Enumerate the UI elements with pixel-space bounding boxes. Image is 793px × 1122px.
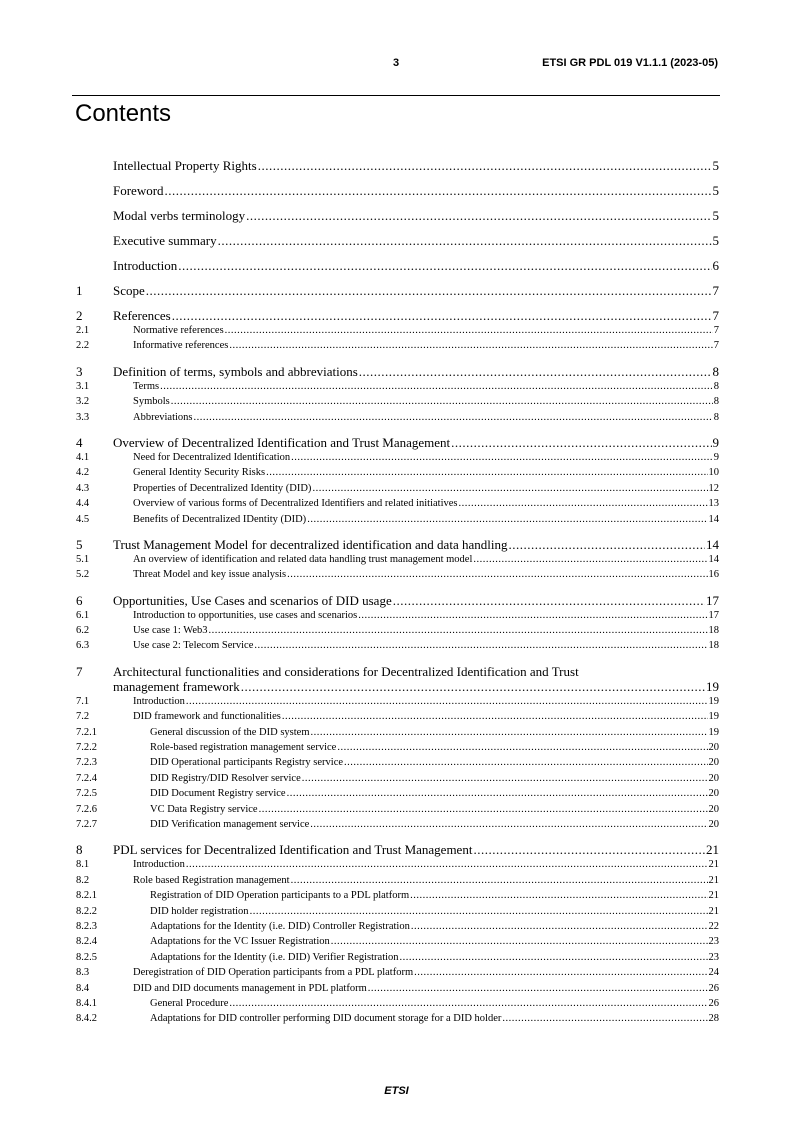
toc-entry-page: 14 — [708, 513, 719, 525]
toc-entry-page: 19 — [706, 678, 719, 694]
toc-entry-number: 8.4 — [76, 982, 90, 994]
toc-entry-title: Terms — [133, 380, 160, 392]
dot-leader — [307, 512, 707, 527]
toc-entry[interactable] — [76, 934, 719, 949]
dot-leader — [165, 183, 712, 198]
toc-entry-number: 7.2.1 — [76, 726, 97, 738]
toc-entry-title: PDL services for Decentralized Identification and Trust Management — [113, 842, 473, 858]
toc-entry-title: Introduction — [113, 258, 178, 273]
dot-leader — [178, 258, 711, 273]
toc-entry-page: 23 — [708, 936, 719, 948]
toc-entry-page: 20 — [708, 818, 719, 830]
dot-leader — [400, 950, 708, 965]
toc-entry-title: Symbols — [133, 396, 170, 408]
toc-entry-page: 22 — [708, 920, 719, 932]
dot-leader — [358, 608, 707, 623]
toc-entry[interactable] — [76, 873, 719, 888]
dot-leader — [508, 537, 705, 552]
toc-entry-page: 28 — [708, 1013, 719, 1025]
toc-entry-page: 6 — [712, 258, 719, 273]
toc-entry[interactable] — [76, 496, 719, 511]
toc-entry-page: 13 — [708, 498, 719, 510]
toc-entry[interactable] — [76, 709, 719, 724]
toc-entry-title: Benefits of Decentralized IDentity (DID) — [133, 513, 307, 525]
toc-entry-page: 9 — [713, 451, 719, 463]
toc-entry-page: 21 — [708, 890, 719, 902]
toc-entry-number: 7.2.3 — [76, 757, 97, 769]
toc-entry[interactable] — [76, 679, 719, 694]
page-number: 3 — [393, 57, 400, 69]
dot-leader — [266, 465, 707, 480]
toc-entry[interactable] — [76, 364, 719, 379]
toc-entry-page: 21 — [708, 905, 719, 917]
toc-entry-title: Scope — [113, 283, 145, 298]
toc-entry[interactable] — [76, 694, 719, 709]
toc-entry-number: 7.2 — [76, 711, 90, 723]
toc-entry-number: 8.1 — [76, 859, 90, 871]
toc-entry-page: 17 — [706, 592, 719, 608]
toc-entry-page: 8 — [713, 396, 719, 408]
header-rule — [72, 95, 720, 96]
dot-leader — [259, 802, 708, 817]
toc-entry-title: Role based Registration management — [133, 874, 290, 886]
toc-entry-title: management framework — [113, 678, 240, 694]
toc-entry-title: Need for Decentralized Identification — [133, 451, 291, 463]
dot-leader — [186, 857, 708, 872]
footer-etsi: ETSI — [384, 1085, 409, 1097]
toc-entry[interactable] — [76, 552, 719, 567]
dot-leader — [312, 481, 707, 496]
toc-entry-title: Adaptations for the VC Issuer Registration — [150, 936, 330, 948]
toc-entry-page: 20 — [708, 788, 719, 800]
toc-entry[interactable] — [76, 410, 719, 425]
toc-entry-title: Overview of Decentralized Identification and Trust Management — [113, 434, 451, 450]
toc-entry[interactable] — [76, 786, 719, 801]
toc-entry[interactable] — [76, 567, 719, 582]
toc-entry-number: 8.2.5 — [76, 951, 97, 963]
toc-entry-number: 4.3 — [76, 482, 90, 494]
toc-entry-title: DID Verification management service — [150, 818, 310, 830]
toc-entry-number: 4.4 — [76, 498, 90, 510]
toc-entry[interactable] — [76, 623, 719, 638]
toc-entry-title: General discussion of the DID system — [150, 726, 310, 738]
toc-entry-title: Introduction — [133, 859, 185, 871]
dot-leader — [287, 567, 707, 582]
toc-entry-page: 7 — [713, 325, 719, 336]
toc-entry[interactable] — [76, 664, 719, 679]
dot-leader — [171, 394, 713, 409]
toc-entry[interactable] — [76, 638, 719, 653]
toc-entry-number: 4.1 — [76, 451, 90, 463]
toc-entry-title: An overview of identification and related data handling trust management model — [133, 553, 473, 565]
toc-entry[interactable] — [76, 888, 719, 903]
toc-entry[interactable] — [76, 258, 719, 273]
toc-entry[interactable] — [76, 842, 719, 857]
toc-entry[interactable] — [76, 996, 719, 1011]
toc-entry-number: 8.2.1 — [76, 890, 97, 902]
toc-entry[interactable] — [76, 981, 719, 996]
toc-entry-number: 6.3 — [76, 640, 90, 652]
toc-entry-number: 7.1 — [76, 695, 90, 707]
toc-entry-number: 7.2.7 — [76, 818, 97, 830]
toc-entry-title: General Identity Security Risks — [133, 467, 266, 479]
toc-entry[interactable] — [76, 1011, 719, 1026]
toc-entry[interactable] — [76, 904, 719, 919]
toc-entry[interactable] — [76, 771, 719, 786]
toc-entry-title: Registration of DID Operation participants to a PDL platform — [150, 890, 410, 902]
dot-leader — [146, 283, 712, 298]
toc-entry-title: Use case 1: Web3 — [133, 625, 208, 637]
toc-entry-page: 18 — [708, 640, 719, 652]
dot-leader — [291, 450, 713, 465]
dot-leader — [225, 323, 713, 338]
toc-entry-title: DID Operational participants Registry service — [150, 757, 344, 769]
toc-entry-page: 19 — [708, 711, 719, 723]
toc-entry-page: 16 — [708, 569, 719, 581]
toc-entry-title: References — [113, 308, 171, 323]
toc-entry-title: Adaptations for DID controller performing DID document storage for a DID holder — [150, 1013, 502, 1025]
dot-leader — [451, 435, 711, 450]
toc-entry-title: General Procedure — [150, 997, 229, 1009]
toc-entry-number: 7.2.2 — [76, 742, 97, 754]
dot-leader — [414, 965, 707, 980]
toc-entry[interactable] — [76, 593, 719, 608]
dot-leader — [368, 981, 708, 996]
dot-leader — [287, 786, 708, 801]
toc-entry-title: Threat Model and key issue analysis — [133, 569, 287, 581]
toc-entry[interactable] — [76, 183, 719, 198]
dot-leader — [229, 338, 712, 353]
toc-entry[interactable] — [76, 233, 719, 248]
toc-entry-number: 8.2.4 — [76, 936, 97, 948]
toc-entry-number: 3.1 — [76, 380, 90, 392]
toc-entry[interactable] — [76, 537, 719, 552]
toc-entry-number: 4.2 — [76, 467, 90, 479]
toc-entry-number: 5 — [76, 536, 83, 552]
toc-entry-title: Definition of terms, symbols and abbreviations — [113, 363, 358, 379]
toc-entry-page: 8 — [713, 380, 719, 392]
toc-entry-number: 3 — [76, 363, 83, 379]
toc-entry-number: 6 — [76, 592, 83, 608]
toc-entry[interactable] — [76, 802, 719, 817]
toc-entry-title: DID holder registration — [150, 905, 249, 917]
toc-entry[interactable] — [76, 323, 719, 338]
toc-entry-title: Intellectual Property Rights — [113, 158, 257, 173]
dot-leader — [310, 817, 707, 832]
toc-entry[interactable] — [76, 208, 719, 223]
toc-entry-number: 8.2 — [76, 874, 90, 886]
toc-entry-title: Overview of various forms of Decentralized Identifiers and related initiatives — [133, 498, 458, 510]
toc-entry-title: Role-based registration management service — [150, 742, 337, 754]
toc-entry-page: 21 — [708, 874, 719, 886]
toc-entry-title: Introduction to opportunities, use cases and scenarios — [133, 609, 358, 621]
toc-entry-title: Informative references — [133, 340, 229, 352]
dot-leader — [359, 364, 712, 379]
toc-entry-page: 14 — [706, 536, 719, 552]
toc-entry[interactable] — [76, 857, 719, 872]
toc-entry-number: 7.2.4 — [76, 772, 97, 784]
toc-entry-page: 20 — [708, 803, 719, 815]
toc-entry[interactable] — [76, 394, 719, 409]
toc-entry-page: 20 — [708, 772, 719, 784]
toc-entry-number: 5.2 — [76, 569, 90, 581]
dot-leader — [258, 158, 712, 173]
toc-entry-page: 8 — [713, 411, 719, 423]
toc-entry-title: Adaptations for the Identity (i.e. DID) Controller Registration — [150, 920, 410, 932]
toc-entry[interactable] — [76, 158, 719, 173]
dot-leader — [459, 496, 708, 511]
toc-entry-page: 26 — [708, 997, 719, 1009]
dot-leader — [502, 1011, 707, 1026]
dot-leader — [208, 623, 707, 638]
toc-entry[interactable] — [76, 950, 719, 965]
toc-entry-page: 5 — [712, 233, 719, 248]
dot-leader — [254, 638, 707, 653]
toc-entry-number: 1 — [76, 283, 83, 298]
toc-entry-page: 21 — [708, 859, 719, 871]
dot-leader — [302, 771, 708, 786]
toc-entry-title: DID and DID documents management in PDL platform — [133, 982, 367, 994]
document-id: ETSI GR PDL 019 V1.1.1 (2023-05) — [542, 57, 718, 69]
dot-leader — [218, 233, 712, 248]
toc-entry[interactable] — [76, 435, 719, 450]
toc-entry-title: Executive summary — [113, 233, 217, 248]
toc-entry-page: 14 — [708, 553, 719, 565]
toc-entry-title: DID Registry/DID Resolver service — [150, 772, 301, 784]
toc-entry[interactable] — [76, 450, 719, 465]
toc-entry[interactable] — [76, 817, 719, 832]
toc-entry-page: 8 — [712, 363, 719, 379]
dot-leader — [194, 410, 713, 425]
dot-leader — [250, 904, 708, 919]
toc-entry-title: Deregistration of DID Operation participants from a PDL platform — [133, 967, 414, 979]
toc-entry[interactable] — [76, 512, 719, 527]
toc-entry-title: Trust Management Model for decentralized identification and data handling — [113, 536, 508, 552]
dot-leader — [229, 996, 707, 1011]
toc-entry-title: DID Document Registry service — [150, 788, 286, 800]
toc-entry-number: 7 — [76, 663, 83, 679]
dot-leader — [473, 552, 707, 567]
toc-entry[interactable] — [76, 481, 719, 496]
toc-entry-number: 2.1 — [76, 325, 90, 336]
toc-entry-title: Foreword — [113, 183, 164, 198]
toc-entry-page: 17 — [708, 609, 719, 621]
dot-leader — [337, 740, 707, 755]
dot-leader — [393, 593, 705, 608]
toc-entry-page: 5 — [712, 183, 719, 198]
toc-entry-title: Use case 2: Telecom Service — [133, 640, 254, 652]
toc-entry[interactable] — [76, 740, 719, 755]
toc-entry-title: Normative references — [133, 325, 224, 336]
toc-entry-title: VC Data Registry service — [150, 803, 258, 815]
toc-entry[interactable] — [76, 283, 719, 298]
dot-leader — [241, 679, 705, 694]
toc-entry-number: 8 — [76, 842, 83, 858]
page-title: Contents — [75, 100, 172, 127]
dot-leader — [172, 308, 712, 323]
toc-entry-page: 19 — [708, 726, 719, 738]
toc-entry-number: 6.1 — [76, 609, 90, 621]
toc-entry[interactable] — [76, 919, 719, 934]
toc-entry[interactable] — [76, 965, 719, 980]
toc-entry-number: 7.2.6 — [76, 803, 97, 815]
dot-leader — [282, 709, 708, 724]
toc-entry[interactable] — [76, 725, 719, 740]
toc-entry-page: 20 — [708, 742, 719, 754]
toc-entry-page: 7 — [712, 308, 719, 323]
toc-entry-number: 5.1 — [76, 553, 90, 565]
toc-entry-number: 4.5 — [76, 513, 90, 525]
toc-entry[interactable] — [76, 308, 719, 323]
toc-entry-page: 9 — [712, 434, 719, 450]
toc-entry-title: Properties of Decentralized Identity (DID) — [133, 482, 312, 494]
toc-entry-title: Adaptations for the Identity (i.e. DID) Verifier Registration — [150, 951, 399, 963]
toc-entry-page: 23 — [708, 951, 719, 963]
toc-entry-page: 18 — [708, 625, 719, 637]
dot-leader — [331, 934, 708, 949]
dot-leader — [344, 755, 707, 770]
toc-entry-title: Abbreviations — [133, 411, 193, 423]
toc-entry[interactable] — [76, 338, 719, 353]
toc-entry-number: 2.2 — [76, 340, 90, 352]
toc-entry-page: 10 — [708, 467, 719, 479]
toc-entry-page: 19 — [708, 695, 719, 707]
toc-entry-number: 7.2.5 — [76, 788, 97, 800]
toc-entry-title: Architectural functionalities and considerations for Decentralized Identification and Trust — [113, 663, 579, 679]
toc-entry-number: 8.2.3 — [76, 920, 97, 932]
dot-leader — [246, 208, 711, 223]
toc-entry-title: DID framework and functionalities — [133, 711, 281, 723]
toc-entry-title: Opportunities, Use Cases and scenarios of DID usage — [113, 592, 392, 608]
toc-entry-page: 5 — [712, 158, 719, 173]
toc-entry-title: Introduction — [133, 695, 185, 707]
table-of-contents — [76, 148, 719, 1027]
dot-leader — [160, 379, 713, 394]
toc-entry-page: 21 — [706, 842, 719, 858]
toc-entry[interactable] — [76, 379, 719, 394]
toc-entry-page: 24 — [708, 967, 719, 979]
toc-entry-number: 3.3 — [76, 411, 90, 423]
dot-leader — [411, 919, 708, 934]
toc-entry-number: 8.3 — [76, 967, 90, 979]
toc-entry-number: 2 — [76, 308, 83, 323]
toc-entry-page: 7 — [713, 340, 719, 352]
toc-entry-number: 6.2 — [76, 625, 90, 637]
toc-entry-page: 20 — [708, 757, 719, 769]
toc-entry-title: Modal verbs terminology — [113, 208, 246, 223]
dot-leader — [473, 842, 705, 857]
dot-leader — [410, 888, 707, 903]
toc-entry-page: 12 — [708, 482, 719, 494]
toc-entry-number: 8.2.2 — [76, 905, 97, 917]
toc-entry-page: 5 — [712, 208, 719, 223]
toc-entry[interactable] — [76, 465, 719, 480]
dot-leader — [291, 873, 708, 888]
toc-entry-number: 8.4.1 — [76, 997, 97, 1009]
toc-entry-page: 26 — [708, 982, 719, 994]
toc-entry[interactable] — [76, 608, 719, 623]
toc-entry-page: 7 — [712, 283, 719, 298]
dot-leader — [311, 725, 708, 740]
toc-entry[interactable] — [76, 755, 719, 770]
toc-entry-number: 8.4.2 — [76, 1013, 97, 1025]
toc-entry-number: 3.2 — [76, 396, 90, 408]
dot-leader — [186, 694, 708, 709]
toc-entry-number: 4 — [76, 434, 83, 450]
